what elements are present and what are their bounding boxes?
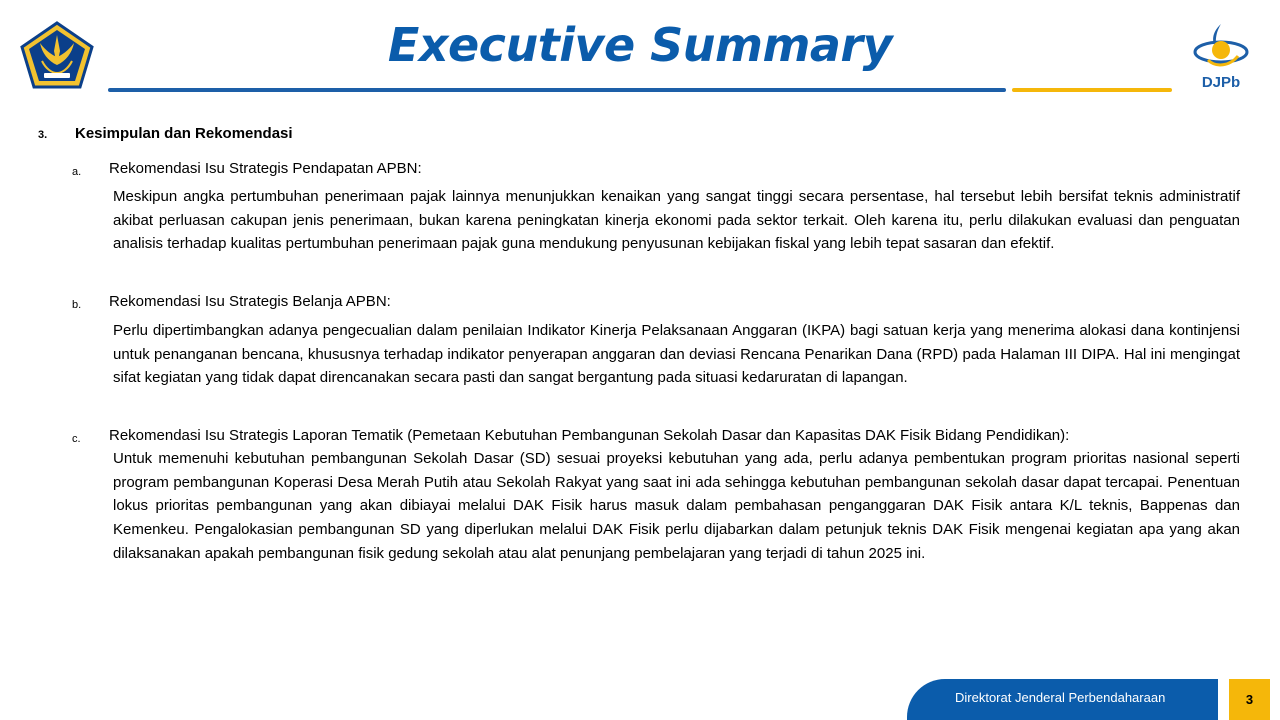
section-number: 3. (38, 129, 48, 141)
item-b-heading: Rekomendasi Isu Strategis Belanja APBN: (109, 293, 391, 310)
item-a-body: Meskipun angka pertumbuhan penerimaan pajak lainnya menunjukkan kenaikan yang sangat tinggi secara persentase, hal tersebut lebih bersifat teknis administratif akibat perluasan cakupan jenis penerimaan, bukan karena peningkatan kinerja ekonomi pada sektor terkait. Oleh karena itu, perlu dilakukan evaluasi dan penguatan analisis terhadap kualitas pertumbuhan penerimaan pajak guna mendukung penyusunan kebijakan fiskal yang lebih tepat sasaran dan efektif. (113, 188, 1240, 253)
item-a-heading: Rekomendasi Isu Strategis Pendapatan APBN: (109, 160, 422, 177)
footer-organization: Direktorat Jenderal Perbendaharaan (955, 690, 1166, 705)
title-rule-yellow (1012, 88, 1172, 92)
item-b-letter: b. (72, 299, 82, 311)
item-c-letter: c. (72, 433, 81, 445)
item-c-body: Untuk memenuhi kebutuhan pembangunan Sekolah Dasar (SD) sesuai proyeksi kebutuhan yang ada, perlu adanya pembentukan program prioritas nasional seperti program pembangunan Koperasi Desa Merah Putih atau Sekolah Rakyat yang saat ini ada sehingga kebutuhan pembangunan sekolah dasar dapat tercapai. Penentuan lokus prioritas pembangunan yang akan dibiayai melalui DAK Fisik harus masuk dalam pembahasan penganggaran DAK Fisik antara K/L teknis, Bappenas dan Kemenkeu. Pengalokasian pembangunan SD yang diperlukan melalui DAK Fisik perlu dijabarkan dalam petunjuk teknis DAK Fisik mengenai kegiatan apa yang akan dilaksanakan apakah pembangunan fisik gedung sekolah atau alat penunjang pembelajaran yang terjadi di tahun 2025 ini. (113, 450, 1240, 562)
djpb-logo-text: DJPb (1201, 74, 1241, 91)
item-c-heading: Rekomendasi Isu Strategis Laporan Tematik (Pemetaan Kebutuhan Pembangunan Sekolah Dasar dan Kapasitas DAK Fisik Bidang Pendidikan): (109, 427, 1070, 444)
page-title: Executive Summary (387, 18, 893, 72)
page-number: 3 (1229, 679, 1270, 720)
section-heading: Kesimpulan dan Rekomendasi (75, 125, 293, 142)
item-b-body: Perlu dipertimbangkan adanya pengecualian dalam penilaian Indikator Kinerja Pelaksanaan Anggaran (IKPA) bagi satuan kerja yang menerima alokasi dana kontinjensi untuk penanganan bencana, khususnya terhadap indikator penyerapan anggaran dan deviasi Rencana Penarikan Dana (RPD) pada Halaman III DIPA. Hal ini mengingat sifat kegiatan yang tidak dapat direncanakan secara pasti dan sangat bergantung pada situasi kedaruratan di lapangan. (113, 322, 1240, 387)
item-a-letter: a. (72, 166, 82, 178)
title-rule-blue (108, 88, 1006, 92)
